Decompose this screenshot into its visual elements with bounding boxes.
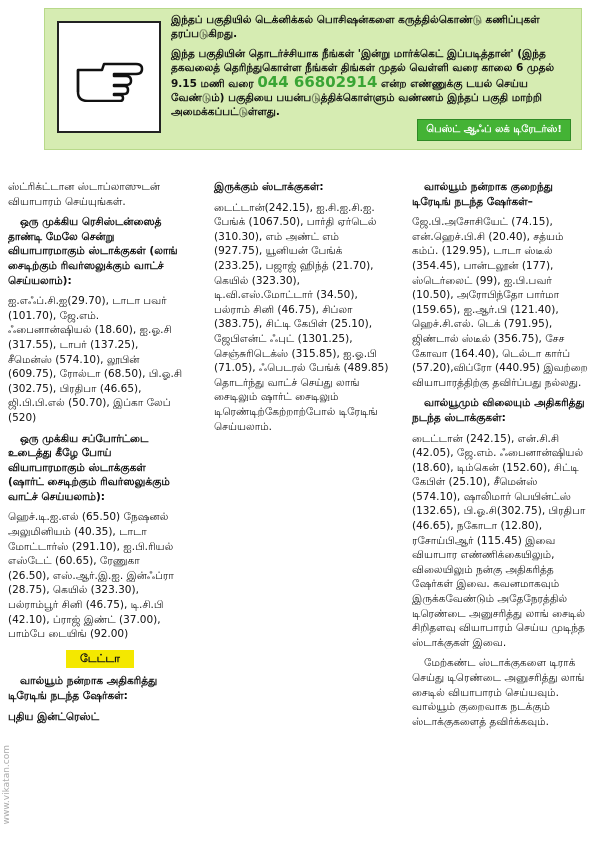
notice-text <box>171 13 571 125</box>
volume-down-stocks: ஜே.பி.அசோசியேட் (74.15), என்.ஹெச்.பி.சி (20.40), சத்யம் கம்ப். (129.95), டாடா ஸ்டீல் (354.45), பான்டலூன் (177), ஸ்டெர்லைட் (99), ஐ.பி.பவர் (10.50), அரோபிந்தோ பார்மா (159.65), ஐ.ஆர்.பி (121.40), ஹெச்.சி.எல். டெக் (791.95), ஜிண்டால் ஸ்டீல் (356.75), சேச கோவா (164.40), டெல்டா கார்ப் (57.20),விப்ரோ (440.95) இவற்றை வியாபாரத்திற்கு தவிர்ப்பது நல்லது. <box>412 216 588 389</box>
notice-para-2a: இந்த பகுதியின் தொடர்ச்சியாக நீங்கள் 'இன்று மார்க்கெட் இப்படித்தான்' (இந்த தகவலைத் தெரிந்துகொள்ள நீங்கள் திங்கள் முதல் வெள்ளி வரை காலை 6 முதல் 9.15 மணி வரை <box>171 48 555 90</box>
volume-price-up-stocks: டைட்டான் (242.15), என்.சி.சி (42.05), ஜே.எம். ஃபைனான்ஷியல் (18.60), டிம்கென் (152.60), சிட்டி கேபிள் (25.10), சீமென்ஸ் (574.10), ஷாலிமார் பெயின்ட்ஸ் (132.65), பி.ஓ.சி(302.75), பிரதிபா (46.65), நகோடா (12.80), ரசோய்பிஆர் (115.45) இவை வியாபார எண்ணிக்கையிலும், விலையிலும் நன்கு அதிகரித்த ஷேர்கள் இவை. கவனமாகவும் இருக்கவேண்டும் அதேநேரத்தில் டிரெண்டை அனுசரித்து லாங் சைடில் சிறிதளவு வியாபாரம் செய்ய முடிந்த ஸ்டாக்குகள் இவை. <box>412 432 586 649</box>
hand-pointer-box <box>57 21 161 133</box>
column-1 <box>8 180 184 730</box>
support-stocks: ஹெச்.டி.ஐ.எல் (65.50) நேஷனல் அலுமினியம் (40.35), டாடா மோட்டார்ஸ் (291.10), ஐ.பி.ரியல் எஸ்டேட் (60.65), ரேணுகா (26.50), எஸ்.ஆர்.இ.ஐ. இன்ஃப்ரா (28.75), கெயில் (323.30), பல்ராம்பூர் சினி (46.75), டி.சி.பி (42.10), ப்ராஜ் இண்ட் (37.00), பாம்பே டையிங் (92.00) <box>8 511 174 641</box>
support-heading: ஒரு முக்கிய சப்போர்ட்டை உடைத்து கீழே போய் வியாபாரமாகும் ஸ்டாக்குகள் (ஷார்ட் சைடிற்கும் ரிவர்ஸலுக்கும் வாட்ச் செய்யலாம்): <box>8 432 170 503</box>
resistance-heading: ஒரு முக்கிய ரெசிஸ்டன்ஸைத் தாண்டி மேலே சென்று வியாபாரமாகும் ஸ்டாக்குகள் (லாங் சைடிற்கும் ரிவர்ஸலுக்கும் வாட்ச் செய்யலாம்): <box>8 216 178 287</box>
notice-para-1: இந்தப் பகுதியில் டெக்னிக்கல் பொசிஷன்களை கருத்தில்கொண்டு கணிப்புகள் தரப்படுகிறது. <box>171 14 540 40</box>
phone-number: 044 66802914 <box>257 73 378 91</box>
column-3 <box>412 180 588 735</box>
volume-price-up-heading: வால்யூமும் விலையும் அதிகரித்து நடந்த ஸ்டாக்குகள்: <box>412 397 585 424</box>
site-watermark: www.vikatan.com <box>2 745 12 825</box>
best-of-luck-tag: பெஸ்ட் ஆஃப் லக் டிரேடர்ஸ்! <box>417 119 571 141</box>
data-badge: டேட்டா <box>66 650 134 669</box>
notice-para-2b: என்ற எண்ணுக்கு டயல் செய்ய வேண்டும்) பகுதியை பயன்படுத்திக்கொள்ளும் வண்ணம் இந்தப் பகுதி மாற்றி அமைக்கப்பட்டுள்ளது. <box>171 78 542 118</box>
closing-advice: மேற்கண்ட ஸ்டாக்குகளை டிராக் செய்து டிரெண்டை அனுசரித்து லாங் சைடில் வியாபாரம் செய்யவும். வால்யூம் குறைவாக நடக்கும் ஸ்டாக்குகளைத் தவிர்க்கவும். <box>412 657 585 728</box>
column-2 <box>214 180 390 440</box>
notice-para-2 <box>171 47 571 119</box>
intro-text: ஸ்ட்ரிக்ட்டான ஸ்டாப்லாஸுடன் வியாபாரம் செய்யுங்கள். <box>8 181 161 208</box>
new-interest-heading: புதிய இன்ட்ரெஸ்ட் <box>8 710 100 723</box>
notice-box <box>44 8 582 150</box>
volume-down-heading: வால்யூம் நன்றாக குறைந்து டிரேடிங் நடந்த ஷேர்கள்– <box>412 181 553 208</box>
pointing-hand-icon <box>74 52 144 102</box>
volume-up-heading: வால்யூம் நன்றாக அதிகரித்து டிரேடிங் நடந்த ஷேர்கள்: <box>8 675 158 702</box>
watch-stocks: டைட்டான்(242.15), ஐ.சி.ஐ.சி.ஐ. பேங்க் (1067.50), பார்தி ஏர்டெல் (310.30), எம் அண்ட் எம் (927.75), யூனியன் பேங்க் (233.25), பஜாஜ் ஹிந்த் (21.70), கெயில் (323.30), டி.வி.எஸ்.மோட்டார் (34.50), பல்ராம் சினி (46.75), சிப்லா (383.75), சிட்டி கேபிள் (25.10), ஜேபிஎன்ட் ஃபுட் (1301.25), செஞ்சுரிடெக்ஸ் (315.85), ஐ.ஓ.பி (71.05), ஃபெடரல் பேங்க் (489.85) தொடர்ந்து வாட்ச் செய்து லாங் சைடிலும் ஷார்ட் சைடிலும் டிரெண்டிற்கேற்றாற்போல் டிரேடிங் செய்யலாம். <box>214 201 389 433</box>
stocks-heading: இருக்கும் ஸ்டாக்குகள்: <box>214 181 324 193</box>
resistance-stocks: ஐ.எஃப்.சி.ஐ(29.70), டாடா பவர் (101.70), ஜே.எம். ஃபைனான்ஷியல் (18.60), ஐ.ஓ.சி (317.55), டாபர் (137.25), சீமென்ஸ் (574.10), லூபின் (609.75), ரோல்டா (68.50), பி.ஓ.சி (302.75), பிரதிபா (46.65), ஜி.பி.பி.எல் (50.70), இப்கா லேப் (520) <box>8 295 183 424</box>
